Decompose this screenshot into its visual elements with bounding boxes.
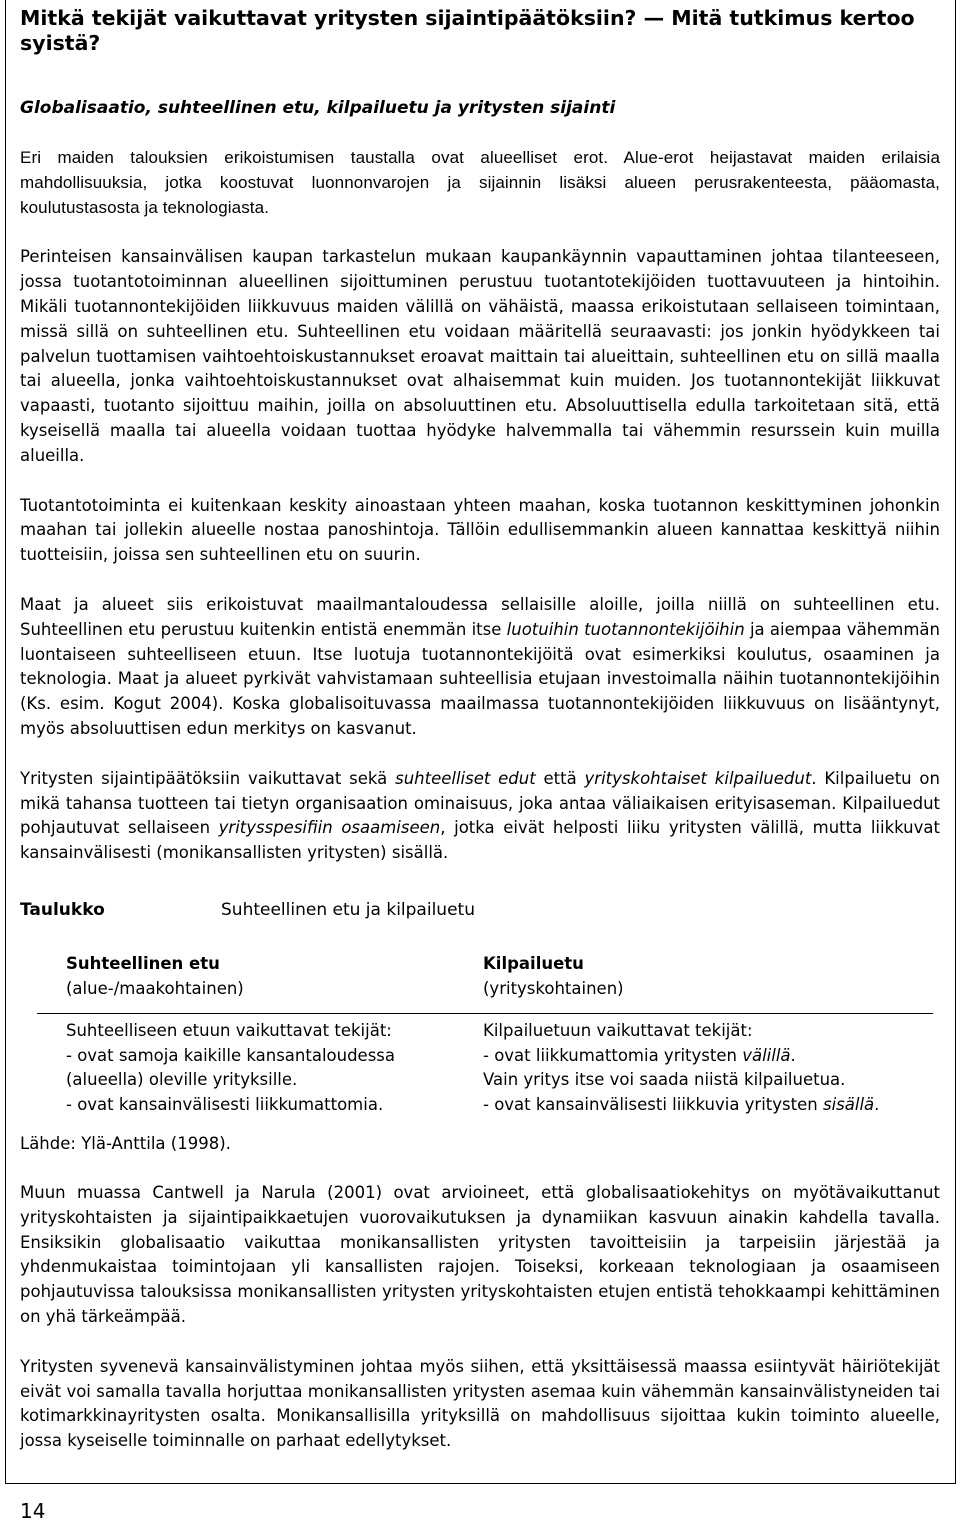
list-item: (alueella) oleville yrityksille. [66,1070,298,1090]
table-column-left [66,952,466,1001]
list-item: - ovat kansainvälisesti liikkumattomia. [66,1094,384,1114]
paragraph-1: Eri maiden talouksien erikoistumisen taustalla ovat alueelliset erot. Alue-erot heijastavat maiden erilaisia mahdollisuuksia, jotka koostuvat luonnonvarojen ja sijainnin lisäksi alueen perusrakenteesta, pääomasta, koulutustasosta ja teknologiasta. [20,148,940,217]
list-item: - ovat kansainvälisesti liikkuvia yritysten sisällä. [483,1094,880,1114]
list-item: Suhteelliseen etuun vaikuttavat tekijät: [66,1020,392,1040]
section-subheading: Globalisaatio, suhteellinen etu, kilpailuetu ja yritysten sijainti [20,98,616,118]
table-column-right [483,952,923,1001]
comparison-table [20,952,940,1126]
table-caption: Suhteellinen etu ja kilpailuetu [221,899,475,920]
page-heading: Mitkä tekijät vaikuttavat yritysten sijaintipäätöksiin? — Mitä tutkimus kertoo syistä? [20,6,915,55]
paragraph-3: Tuotantotoiminta ei kuitenkaan keskity ainoastaan yhteen maahan, koska tuotannon keskittyminen johonkin maahan tai jollekin alueelle nostaa panoshintoja. Tällöin edullisemmankin alueen kannattaa keskittyä niihin tuotteisiin, joissa sen suhteellinen etu on suurin. [20,495,940,565]
list-item: Vain yritys itse voi saada niistä kilpailuetua. [483,1070,846,1090]
column-title: Kilpailuetu [483,953,584,973]
left-factors [66,1019,466,1117]
table-label: Taulukko [20,899,105,920]
page-number: 14 [20,1499,46,1523]
list-item: Kilpailuetuun vaikuttavat tekijät: [483,1020,753,1040]
paragraph-2: Perinteisen kansainvälisen kaupan tarkastelun mukaan kaupankäynnin vapauttaminen johtaa tilanteeseen, jossa tuotantotoiminnan alueellinen sijoittuminen perustuu tuotantotekijöiden tuottavuuteen ja hintoihin. Mikäli tuotannontekijöiden liikkuvuus maiden välillä on vähäistä, maassa erikoistutaan sellaiseen toimintaan, missä sillä on suhteellinen etu. Suhteellinen etu voidaan määritellä seuraavasti: jos jonkin hyödykkeen tai palvelun tuottamisen vaihtoehtoiskustannukset eroavat maittain tai alueittain, suhteellinen etu on sillä maalla tai alueella, jonka vaihtoehtoiskustannukset ovat alhaisemmat kuin muiden. Jos tuotannontekijät liikkuvat vapaasti, tuotanto sijoittuu maihin, joilla on absoluuttinen etu. Absoluuttisella edulla tarkoitetaan sitä, että kyseisellä maalla tai alueella voidaan tuottaa hyödyke halvemmalla tai vähemmin resurssein kuin muilla alueilla. [20,247,940,465]
column-subtitle: (yrityskohtainen) [483,978,624,998]
list-item: - ovat liikkumattomia yritysten välillä. [483,1045,796,1065]
paragraph-7: Yritysten syvenevä kansainvälistyminen johtaa myös siihen, että yksittäisessä maassa esiintyvät häiriötekijät eivät voi samalla tavalla horjuttaa monikansallisten yritysten asemaa kuin vähemmän kansainvälistyneiden tai kotimarkkinayritysten osalta. Monikansallisilla yrityksillä on mahdollisuus sijoittaa kukin toiminto alueelle, jossa kyseiselle toiminnalle on parhaat edellytykset. [20,1356,940,1451]
column-subtitle: (alue-/maakohtainen) [66,978,244,998]
right-factors [483,1019,923,1117]
page-content [20,6,940,1454]
paragraph-4: Maat ja alueet siis erikoistuvat maailmantaloudessa sellaisille aloille, joilla niillä on suhteellinen etu. Suhteellinen etu perustuu kuitenkin entistä enemmän itse luotuihin tuotannontekijöihin ja aiempaa vähemmän luontaiseen suhteelliseen etuun. Itse luotuja tuotannontekijöitä ovat esimerkiksi koulutus, osaaminen ja teknologia. Maat ja alueet pyrkivät vahvistamaan suhteellisia etujaan investoimalla näihin tuotannontekijöihin (Ks. esim. Kogut 2004). Koska globalisoituvassa maailmassa tuotannontekijöiden liikkuvuus on lisääntynyt, myös absoluuttisen edun merkitys on kasvanut. [20,594,940,738]
table-title [20,900,940,926]
table-rule [37,1013,933,1014]
paragraph-6: Muun muassa Cantwell ja Narula (2001) ovat arvioineet, että globalisaatiokehitys on myötävaikuttanut yrityskohtaisten ja sijaintipaikkaetujen vuorovaikutuksen ja dynamiikan kasvuun ainakin kahdella tavalla. Ensiksikin globalisaatio vaikuttaa monikansallisten yritysten tavoitteisiin ja tarpeisiin järjestää ja yhdenmukaistaa toimintojaan yli kansallisten rajojen. Toiseksi, korkeaan teknologiaan ja osaamiseen pohjautuvissa talouksissa monikansallisten yritysten yrityskohtaisten etujen entistä tehokkaampi kehittäminen on yhä tärkeämpää. [20,1182,940,1326]
paragraph-5: Yritysten sijaintipäätöksiin vaikuttavat sekä suhteelliset edut että yrityskohtaiset kilpailuedut. Kilpailuetu on mikä tahansa tuotteen tai tietyn organisaation ominaisuus, joka antaa väliaikaisen erityisaseman. Kilpailuedut pohjautuvat sellaiseen yritysspesifiin osaamiseen, jotka eivät helposti liiku yritysten välillä, mutta liikkuvat kansainvälisesti (monikansallisten yritysten) sisällä. [20,768,940,863]
list-item: - ovat samoja kaikille kansantaloudessa [66,1045,396,1065]
column-title: Suhteellinen etu [66,953,220,973]
table-source: Lähde: Ylä-Anttila (1998). [20,1133,231,1153]
